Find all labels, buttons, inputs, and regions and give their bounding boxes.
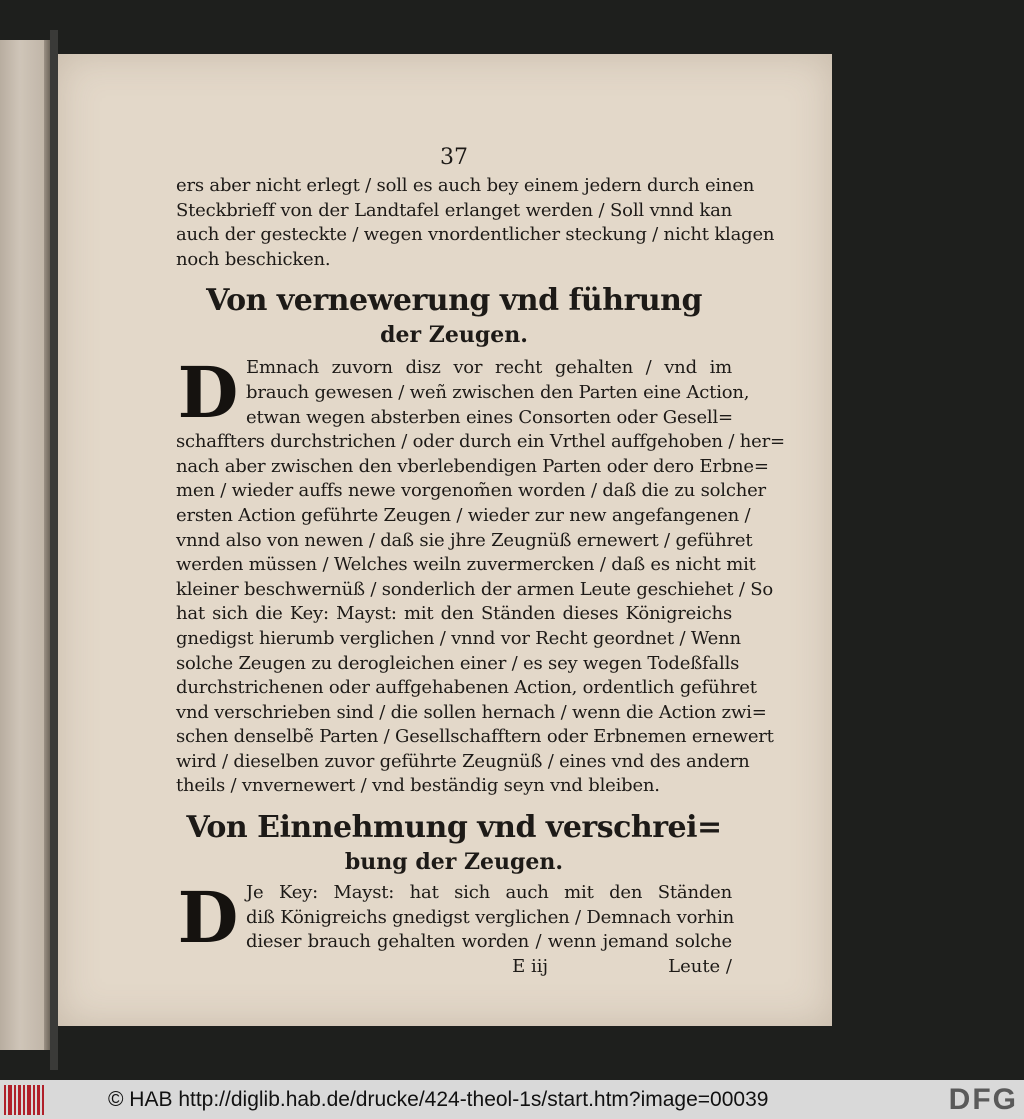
text-line: hat sich die Key: Mayst: mit den Ständen dieses Königreichs [176,603,732,625]
text-line: solche Zeugen zu derogleichen einer / es sey wegen Todeßfalls [176,652,740,674]
page-text [176,145,785,979]
book-gutter [50,30,58,1070]
text-line: durchstrichenen oder auffgehabenen Action, ordentlich geführet [176,677,757,699]
text-line: etwan wegen absterben eines Consorten oder Gesell= [246,406,733,428]
text-line: werden müssen / Welches weiln zuvermercken / daß es nicht mit [176,554,756,576]
section-paragraph [176,351,785,799]
text-line: brauch gewesen / weñ zwischen den Parten eine Action, [246,381,750,403]
drop-cap-initial: D [177,876,239,960]
book-page [58,54,832,1026]
text-line: wird / dieselben zuvor geführte Zeugnüß / eines vnd des andern [176,750,750,772]
text-line: vnnd also von newen / daß sie jhre Zeugnüß ernewert / geführet [176,529,753,551]
barcode-icon [4,1085,44,1115]
section-heading: Von Einnehmung vnd verschrei= [186,810,722,846]
text-line: ers aber nicht erlegt / soll es auch bey einem jedern durch einen [176,175,755,196]
footer-bar [0,1080,1024,1119]
text-line: diß Königreichs gnedigst verglichen / Demnach vorhin [246,906,735,928]
dfg-logo: DFG [948,1082,1018,1116]
section-paragraph [176,876,735,979]
text-line: noch beschicken. [176,248,331,270]
section-subheading: der Zeugen. [380,322,528,349]
section-heading: Von vernewerung vnd führung [206,283,702,319]
text-line: Steckbrieff von der Landtafel erlanget werden / Soll vnnd kan [176,199,732,221]
page-number: 37 [440,145,468,170]
text-line: theils / vnvernewert / vnd beständig seyn vnd bleiben. [176,775,660,797]
intro-paragraph [176,174,775,272]
text-line: Je Key: Mayst: hat sich auch mit den Ständen [246,882,732,904]
text-line: ersten Action geführte Zeugen / wieder zur new angefangenen / [176,504,751,526]
signature-mark: E iij [512,955,549,977]
text-line: schen denselbẽ Parten / Gesellschafftern oder Erbnemen ernewert [176,726,774,748]
text-line: gnedigst hierumb verglichen / vnnd vor Recht geordnet / Wenn [176,627,741,649]
drop-cap-initial: D [177,351,239,435]
catchword: Leute / [668,955,732,977]
text-line: dieser brauch gehalten worden / wenn jemand solche [246,931,732,953]
adjacent-page-edge [0,40,50,1050]
text-line: Emnach zuvorn disz vor recht gehalten / vnd im [246,357,732,379]
text-line: men / wieder auffs newe vorgenom̃en worden / daß die zu solcher [176,480,766,502]
text-line: nach aber zwischen den vberlebendigen Parten oder dero Erbne= [176,455,769,477]
page-footer-line [176,955,732,979]
copyright-link[interactable]: © HAB http://diglib.hab.de/drucke/424-theol-1s/start.htm?image=00039 [108,1087,769,1111]
text-line: schaffters durchstrichen / oder durch ein Vrthel auffgehoben / her= [176,431,785,453]
text-line: kleiner beschwernüß / sonderlich der armen Leute geschiehet / So [176,578,773,600]
text-line: auch der gesteckte / wegen vnordentlicher steckung / nicht klagen [176,224,775,246]
text-line: vnd verschrieben sind / die sollen hernach / wenn die Action zwi= [176,701,767,723]
section-subheading: bung der Zeugen. [344,849,564,876]
